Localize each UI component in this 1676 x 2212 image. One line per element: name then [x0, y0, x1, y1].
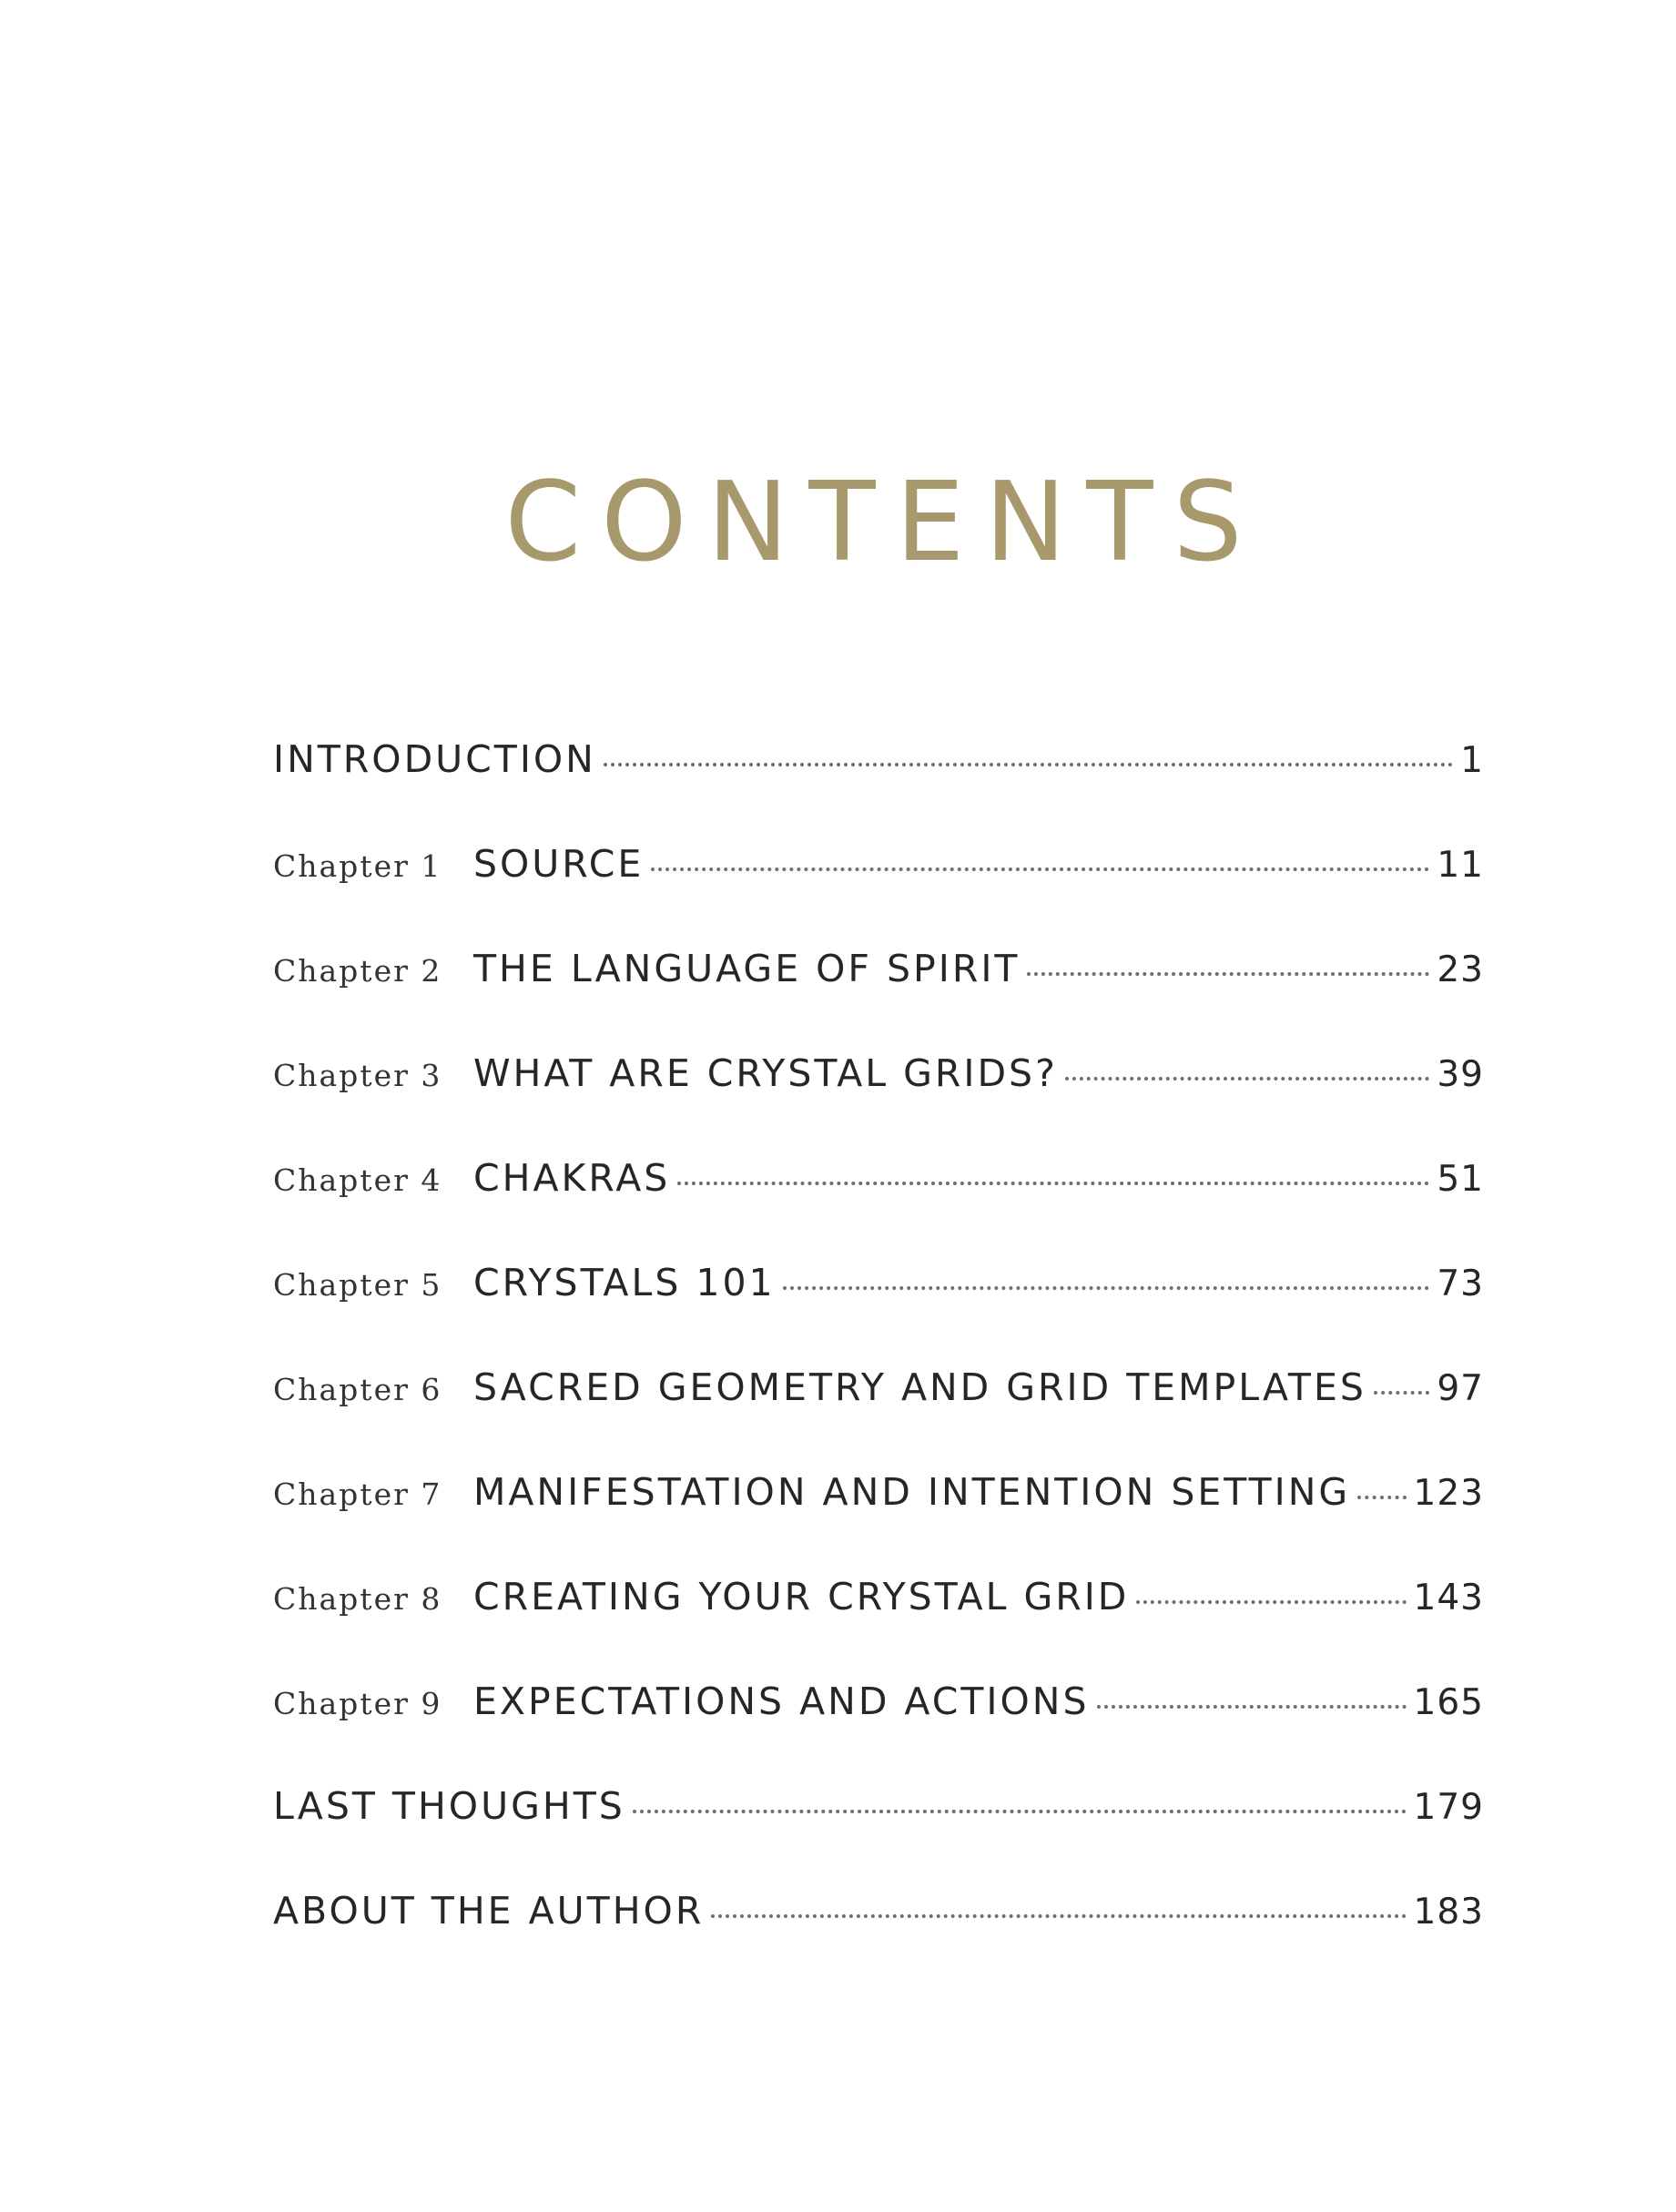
- dot-leader: [783, 1286, 1430, 1290]
- toc-page-number: 165: [1413, 1682, 1484, 1723]
- toc-entry-chapter-6[interactable]: [273, 1365, 1484, 1420]
- toc-page-number: 73: [1437, 1263, 1484, 1304]
- toc-entry-chapter-7[interactable]: [273, 1470, 1484, 1525]
- chapter-label: Chapter 9: [273, 1686, 442, 1721]
- toc-entry-title: SACRED GEOMETRY AND GRID TEMPLATES: [473, 1365, 1366, 1409]
- toc-page-number: 179: [1413, 1787, 1484, 1828]
- page-title: CONTENTS: [504, 460, 1263, 586]
- toc-entry-chapter-1[interactable]: [273, 842, 1484, 897]
- toc-entry-chapter-3[interactable]: [273, 1051, 1484, 1106]
- dot-leader: [1136, 1600, 1406, 1604]
- dot-leader: [1027, 972, 1429, 976]
- chapter-label: Chapter 7: [273, 1476, 442, 1512]
- toc-page-number: 183: [1413, 1892, 1484, 1933]
- toc-entry-title: EXPECTATIONS AND ACTIONS: [473, 1679, 1090, 1723]
- dot-leader: [1357, 1496, 1406, 1499]
- toc-page-number: 1: [1460, 740, 1484, 781]
- chapter-label: Chapter 1: [273, 848, 442, 884]
- toc-entry-title: ABOUT THE AUTHOR: [273, 1889, 705, 1933]
- toc-entry-chapter-5[interactable]: [273, 1261, 1484, 1315]
- toc-entry-title: LAST THOUGHTS: [273, 1784, 625, 1828]
- toc-entry-about-the-author[interactable]: [273, 1889, 1484, 1943]
- dot-leader: [1065, 1077, 1430, 1081]
- toc-page-number: 23: [1437, 949, 1484, 990]
- toc-entry-title: CREATING YOUR CRYSTAL GRID: [473, 1575, 1130, 1618]
- toc-entry-title: INTRODUCTION: [273, 737, 596, 781]
- toc-page-number: 123: [1413, 1473, 1484, 1514]
- dot-leader: [1374, 1391, 1429, 1395]
- toc-page-number: 97: [1437, 1368, 1484, 1409]
- toc-entry-title: CRYSTALS 101: [473, 1261, 776, 1304]
- chapter-label: Chapter 6: [273, 1372, 442, 1407]
- dot-leader: [651, 868, 1429, 871]
- toc-entry-chapter-8[interactable]: [273, 1575, 1484, 1629]
- chapter-label: Chapter 2: [273, 953, 442, 989]
- dot-leader: [604, 763, 1453, 766]
- toc-entry-chapter-2[interactable]: [273, 947, 1484, 1001]
- toc-entry-title: MANIFESTATION AND INTENTION SETTING: [473, 1470, 1351, 1514]
- toc-page-number: 11: [1437, 845, 1484, 886]
- chapter-label: Chapter 8: [273, 1581, 442, 1617]
- toc-entry-last-thoughts[interactable]: [273, 1784, 1484, 1839]
- toc-entry-title: WHAT ARE CRYSTAL GRIDS?: [473, 1051, 1058, 1095]
- toc-entry-chapter-9[interactable]: [273, 1679, 1484, 1734]
- toc-entry-chapter-4[interactable]: [273, 1156, 1484, 1211]
- dot-leader: [633, 1810, 1407, 1813]
- toc-page-number: 39: [1437, 1054, 1484, 1095]
- dot-leader: [711, 1914, 1406, 1918]
- chapter-label: Chapter 3: [273, 1058, 442, 1093]
- toc-page-number: 51: [1437, 1159, 1484, 1200]
- toc-entry-title: THE LANGUAGE OF SPIRIT: [473, 947, 1021, 990]
- dot-leader: [677, 1182, 1429, 1185]
- dot-leader: [1097, 1705, 1407, 1709]
- chapter-label: Chapter 5: [273, 1267, 442, 1303]
- chapter-label: Chapter 4: [273, 1162, 442, 1198]
- toc-page-number: 143: [1413, 1578, 1484, 1618]
- toc-entry-title: SOURCE: [473, 842, 645, 886]
- toc-entry-introduction[interactable]: [273, 737, 1484, 792]
- toc-entry-title: CHAKRAS: [473, 1156, 671, 1200]
